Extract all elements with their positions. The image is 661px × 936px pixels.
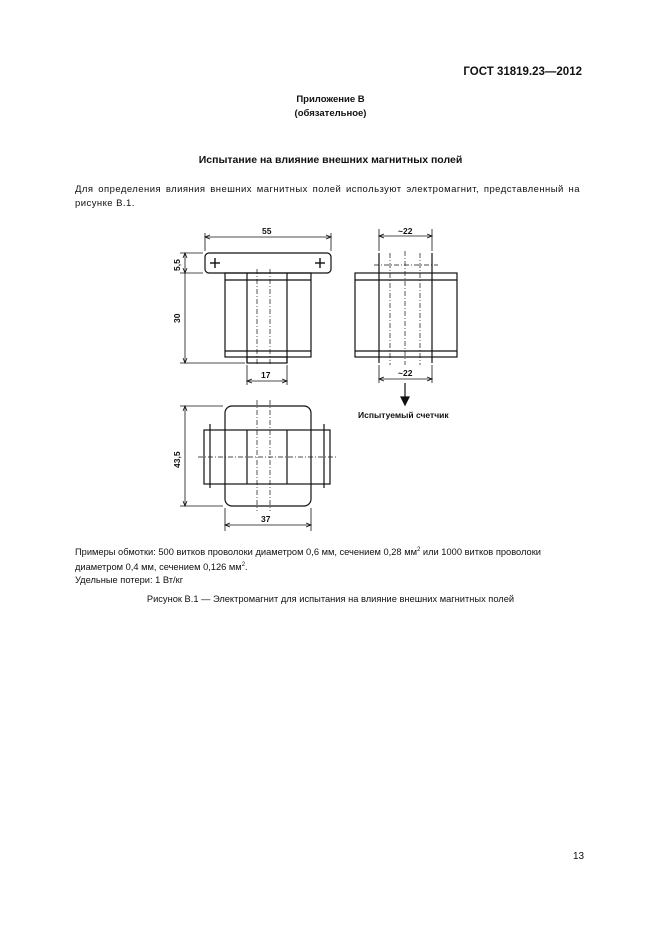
figure-caption: Рисунок В.1 — Электромагнит для испытания на влияние внешних магнитных полей bbox=[146, 594, 515, 604]
side-core bbox=[355, 273, 457, 357]
dim-plan-width: 37 bbox=[261, 514, 271, 524]
intro-paragraph bbox=[75, 183, 580, 211]
windings-text-2: или 1000 витков проволоки диаметром 0,4 мм, сечением 0,126 мм bbox=[75, 547, 541, 573]
dim-side-width-top: ~22 bbox=[398, 226, 413, 236]
windings-exp-1: 2 bbox=[416, 547, 421, 553]
losses-note: Удельные потери: 1 Вт/кг bbox=[75, 575, 184, 586]
front-core bbox=[225, 273, 311, 357]
front-top-plate bbox=[205, 253, 331, 273]
page-number: 13 bbox=[573, 851, 585, 862]
plan-core-outer bbox=[225, 406, 311, 506]
standard-header: ГОСТ 31819.23—2012 bbox=[463, 66, 582, 78]
windings-exp-2: 2 bbox=[241, 562, 246, 569]
section-title: Испытание на влияние внешних магнитных полей bbox=[198, 154, 463, 166]
intro-text: Для определения влияния внешних магнитных полей используют электромагнит, представленный на рисунке В.1. bbox=[75, 184, 580, 209]
dim-core-height: 30 bbox=[172, 313, 182, 323]
windings-note bbox=[75, 544, 580, 574]
dim-width-top: 55 bbox=[262, 226, 272, 236]
figure-notes bbox=[75, 544, 580, 587]
dim-plate-thickness: 5,5 bbox=[172, 259, 182, 271]
meter-label: Испытуемый счетчик bbox=[358, 410, 449, 420]
dim-plan-height: 43,5 bbox=[172, 451, 182, 468]
appendix-title: Приложение В bbox=[296, 94, 365, 105]
appendix-status: (обязательное) bbox=[294, 108, 367, 119]
electromagnet-figure bbox=[160, 215, 480, 535]
dim-side-width-bottom: ~22 bbox=[398, 368, 413, 378]
windings-text-end: . bbox=[245, 562, 248, 573]
front-foot bbox=[247, 357, 287, 363]
windings-text-1: Примеры обмотки: 500 витков проволоки диаметром 0,6 мм, сечением 0,28 мм bbox=[75, 547, 417, 558]
dim-leg-width: 17 bbox=[261, 370, 271, 380]
appendix-heading bbox=[0, 93, 661, 121]
